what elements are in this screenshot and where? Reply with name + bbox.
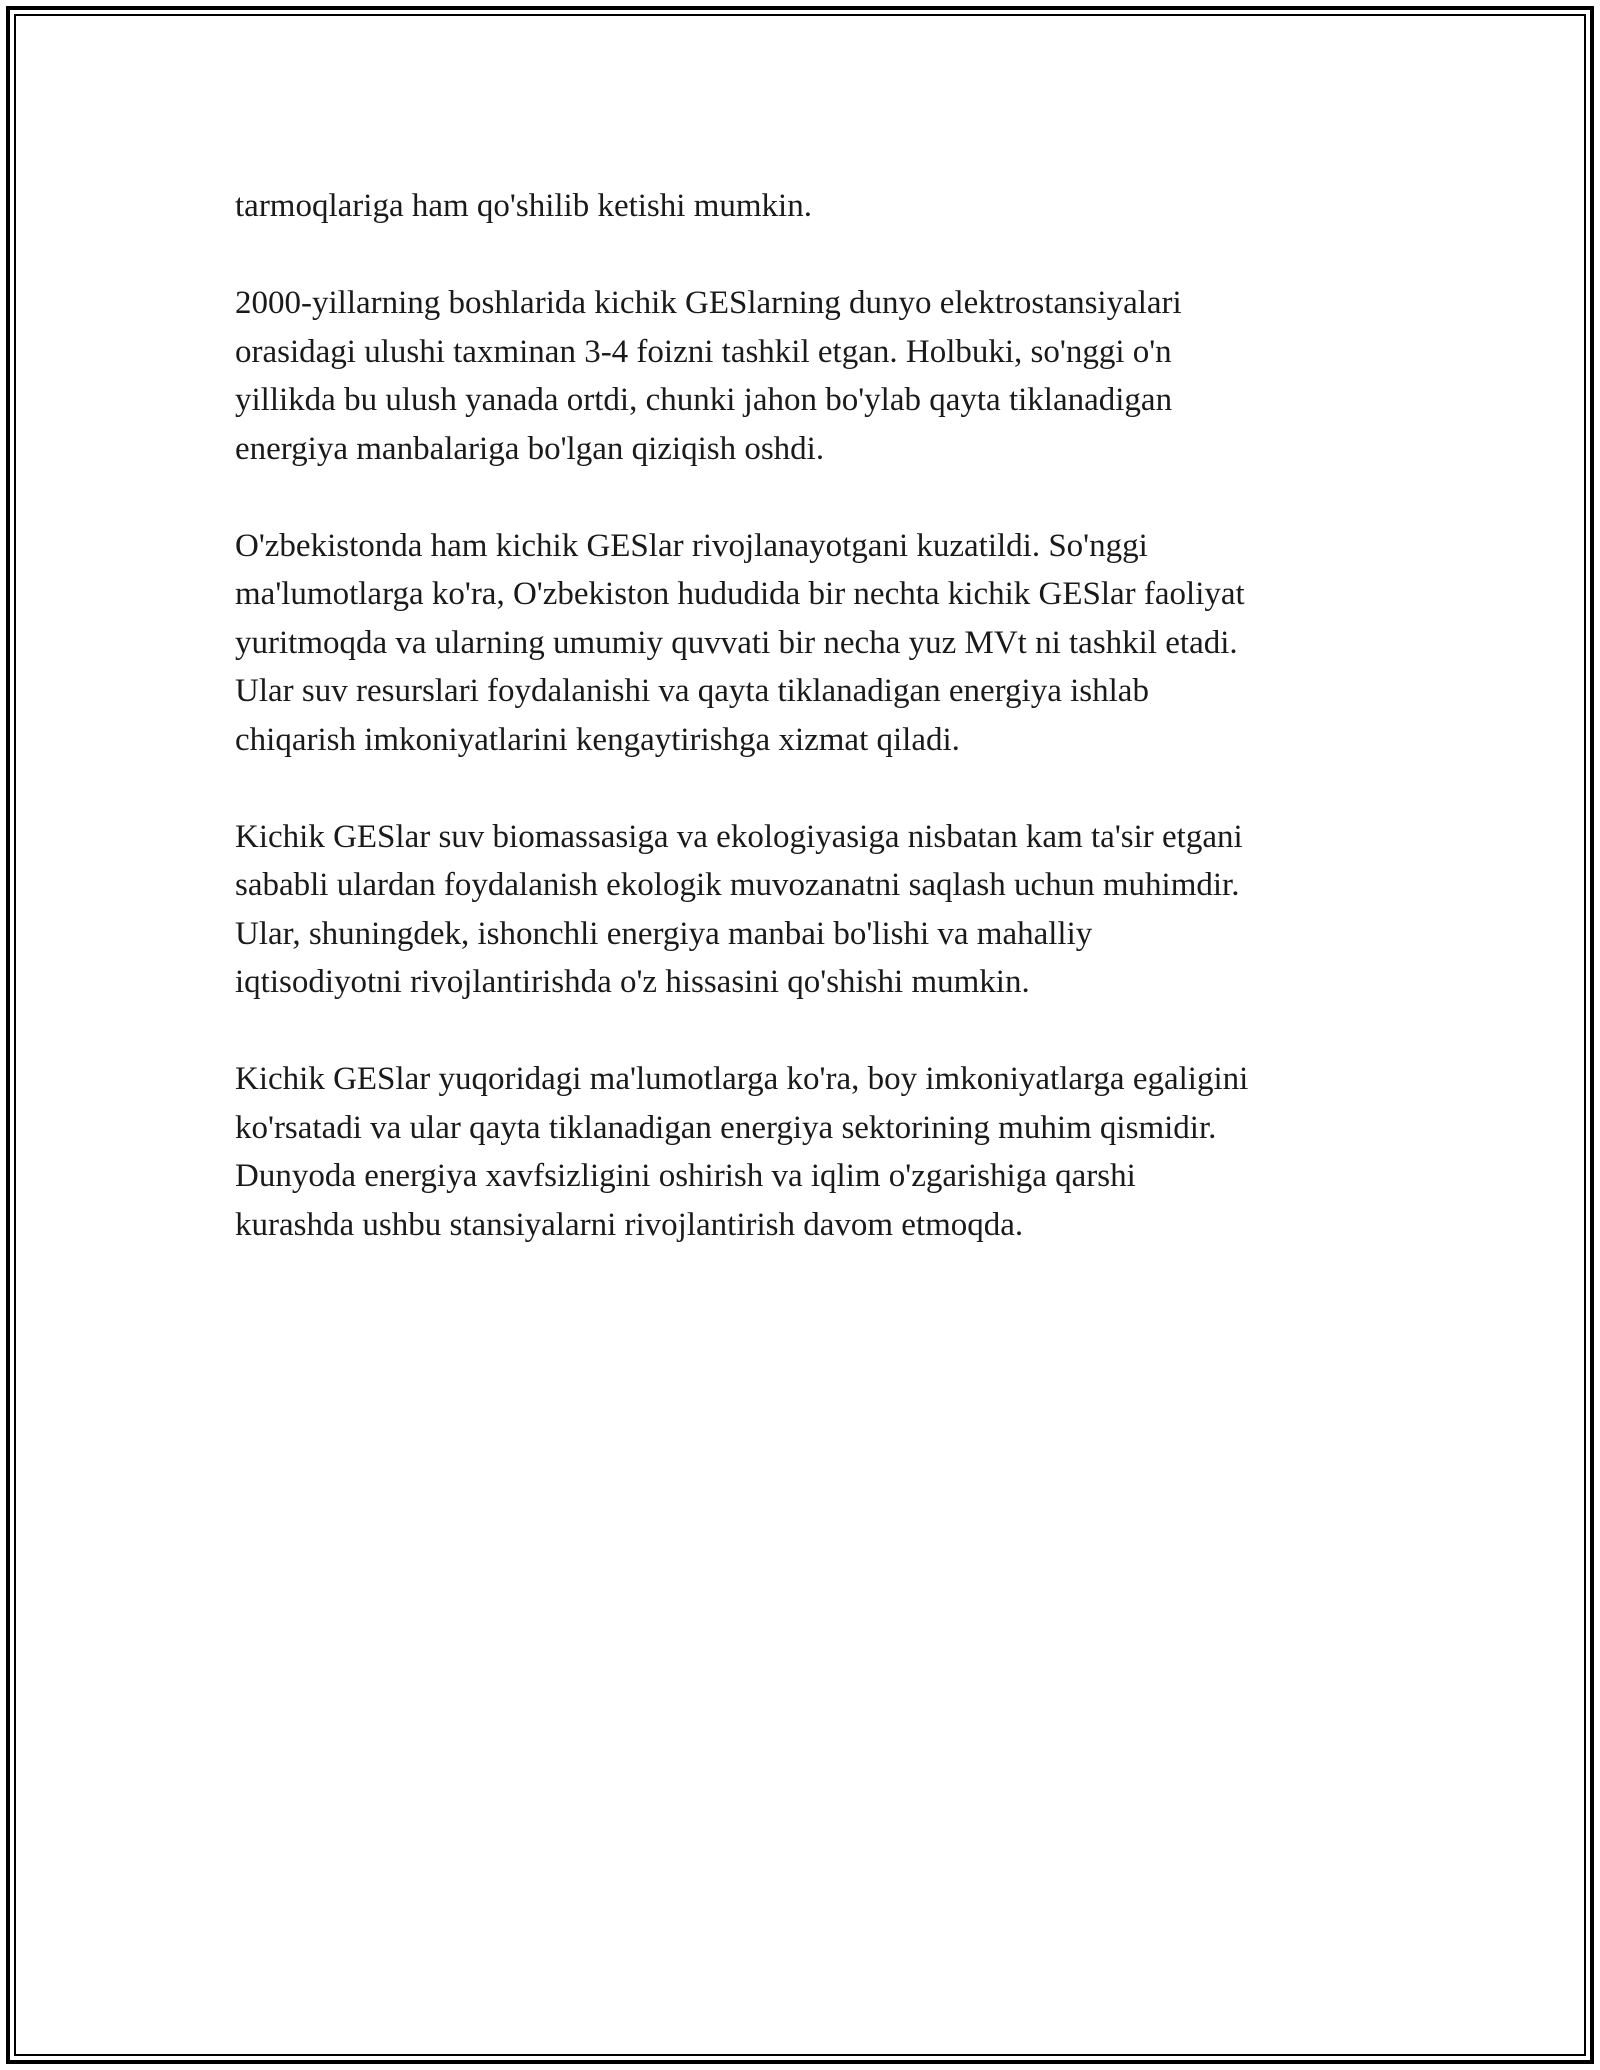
paragraph-3 [235, 522, 1375, 765]
text-line: 2000-yillarning boshlarida kichik GESlarning dunyo elektrostansiyalari [235, 285, 1182, 321]
text-line: Kichik GESlar yuqoridagi ma'lumotlarga ko'ra, boy imkoniyatlarga egaligini [235, 1061, 1249, 1097]
text-line: ko'rsatadi va ular qayta tiklanadigan energiya sektorining muhim qismidir. [235, 1109, 1217, 1146]
paragraph-1 [235, 182, 1375, 231]
text-line: Ular suv resurslari foydalanishi va qayta tiklanadigan energiya ishlab [235, 673, 1149, 709]
paragraph-5 [235, 1055, 1375, 1249]
text-line: energiya manbalariga bo'lgan qiziqish oshdi. [235, 430, 825, 467]
paragraph-2 [235, 279, 1375, 473]
text-line: iqtisodiyotni rivojlantirishda o'z hissasini qo'shishi mumkin. [235, 964, 1030, 1000]
text-line: O'zbekistonda ham kichik GESlar rivojlanayotgani kuzatildi. So'nggi [235, 527, 1148, 564]
text-line: yuritmoqda va ularning umumiy quvvati bir necha yuz MVt ni tashkil etadi. [235, 624, 1238, 661]
text-line: tarmoqlariga ham qo'shilib ketishi mumkin. [235, 188, 812, 224]
text-line: ma'lumotlarga ko'ra, O'zbekiston hududida bir nechta kichik GESlar faoliyat [235, 576, 1245, 612]
paragraph-4 [235, 813, 1375, 1007]
text-line: Dunyoda energiya xavfsizligini oshirish va iqlim o'zgarishiga qarshi [235, 1158, 1136, 1194]
text-line: sababli ulardan foydalanish ekologik muvozanatni saqlash uchun muhimdir. [235, 867, 1240, 903]
text-line: orasidagi ulushi taxminan 3-4 foizni tashkil etgan. Holbuki, so'nggi o'n [235, 333, 1172, 370]
text-line: Ular, shuningdek, ishonchli energiya manbai bo'lishi va mahalliy [235, 915, 1093, 952]
text-line: kurashda ushbu stansiyalarni rivojlantirish davom etmoqda. [235, 1206, 1024, 1243]
text-line: chiqarish imkoniyatlarini kengaytirishga xizmat qiladi. [235, 721, 960, 758]
text-line: yillikda bu ulush yanada ortdi, chunki jahon bo'ylab qayta tiklanadigan [235, 382, 1173, 418]
document-body [235, 182, 1375, 1298]
text-line: Kichik GESlar suv biomassasiga va ekologiyasiga nisbatan kam ta'sir etgani [235, 818, 1243, 855]
